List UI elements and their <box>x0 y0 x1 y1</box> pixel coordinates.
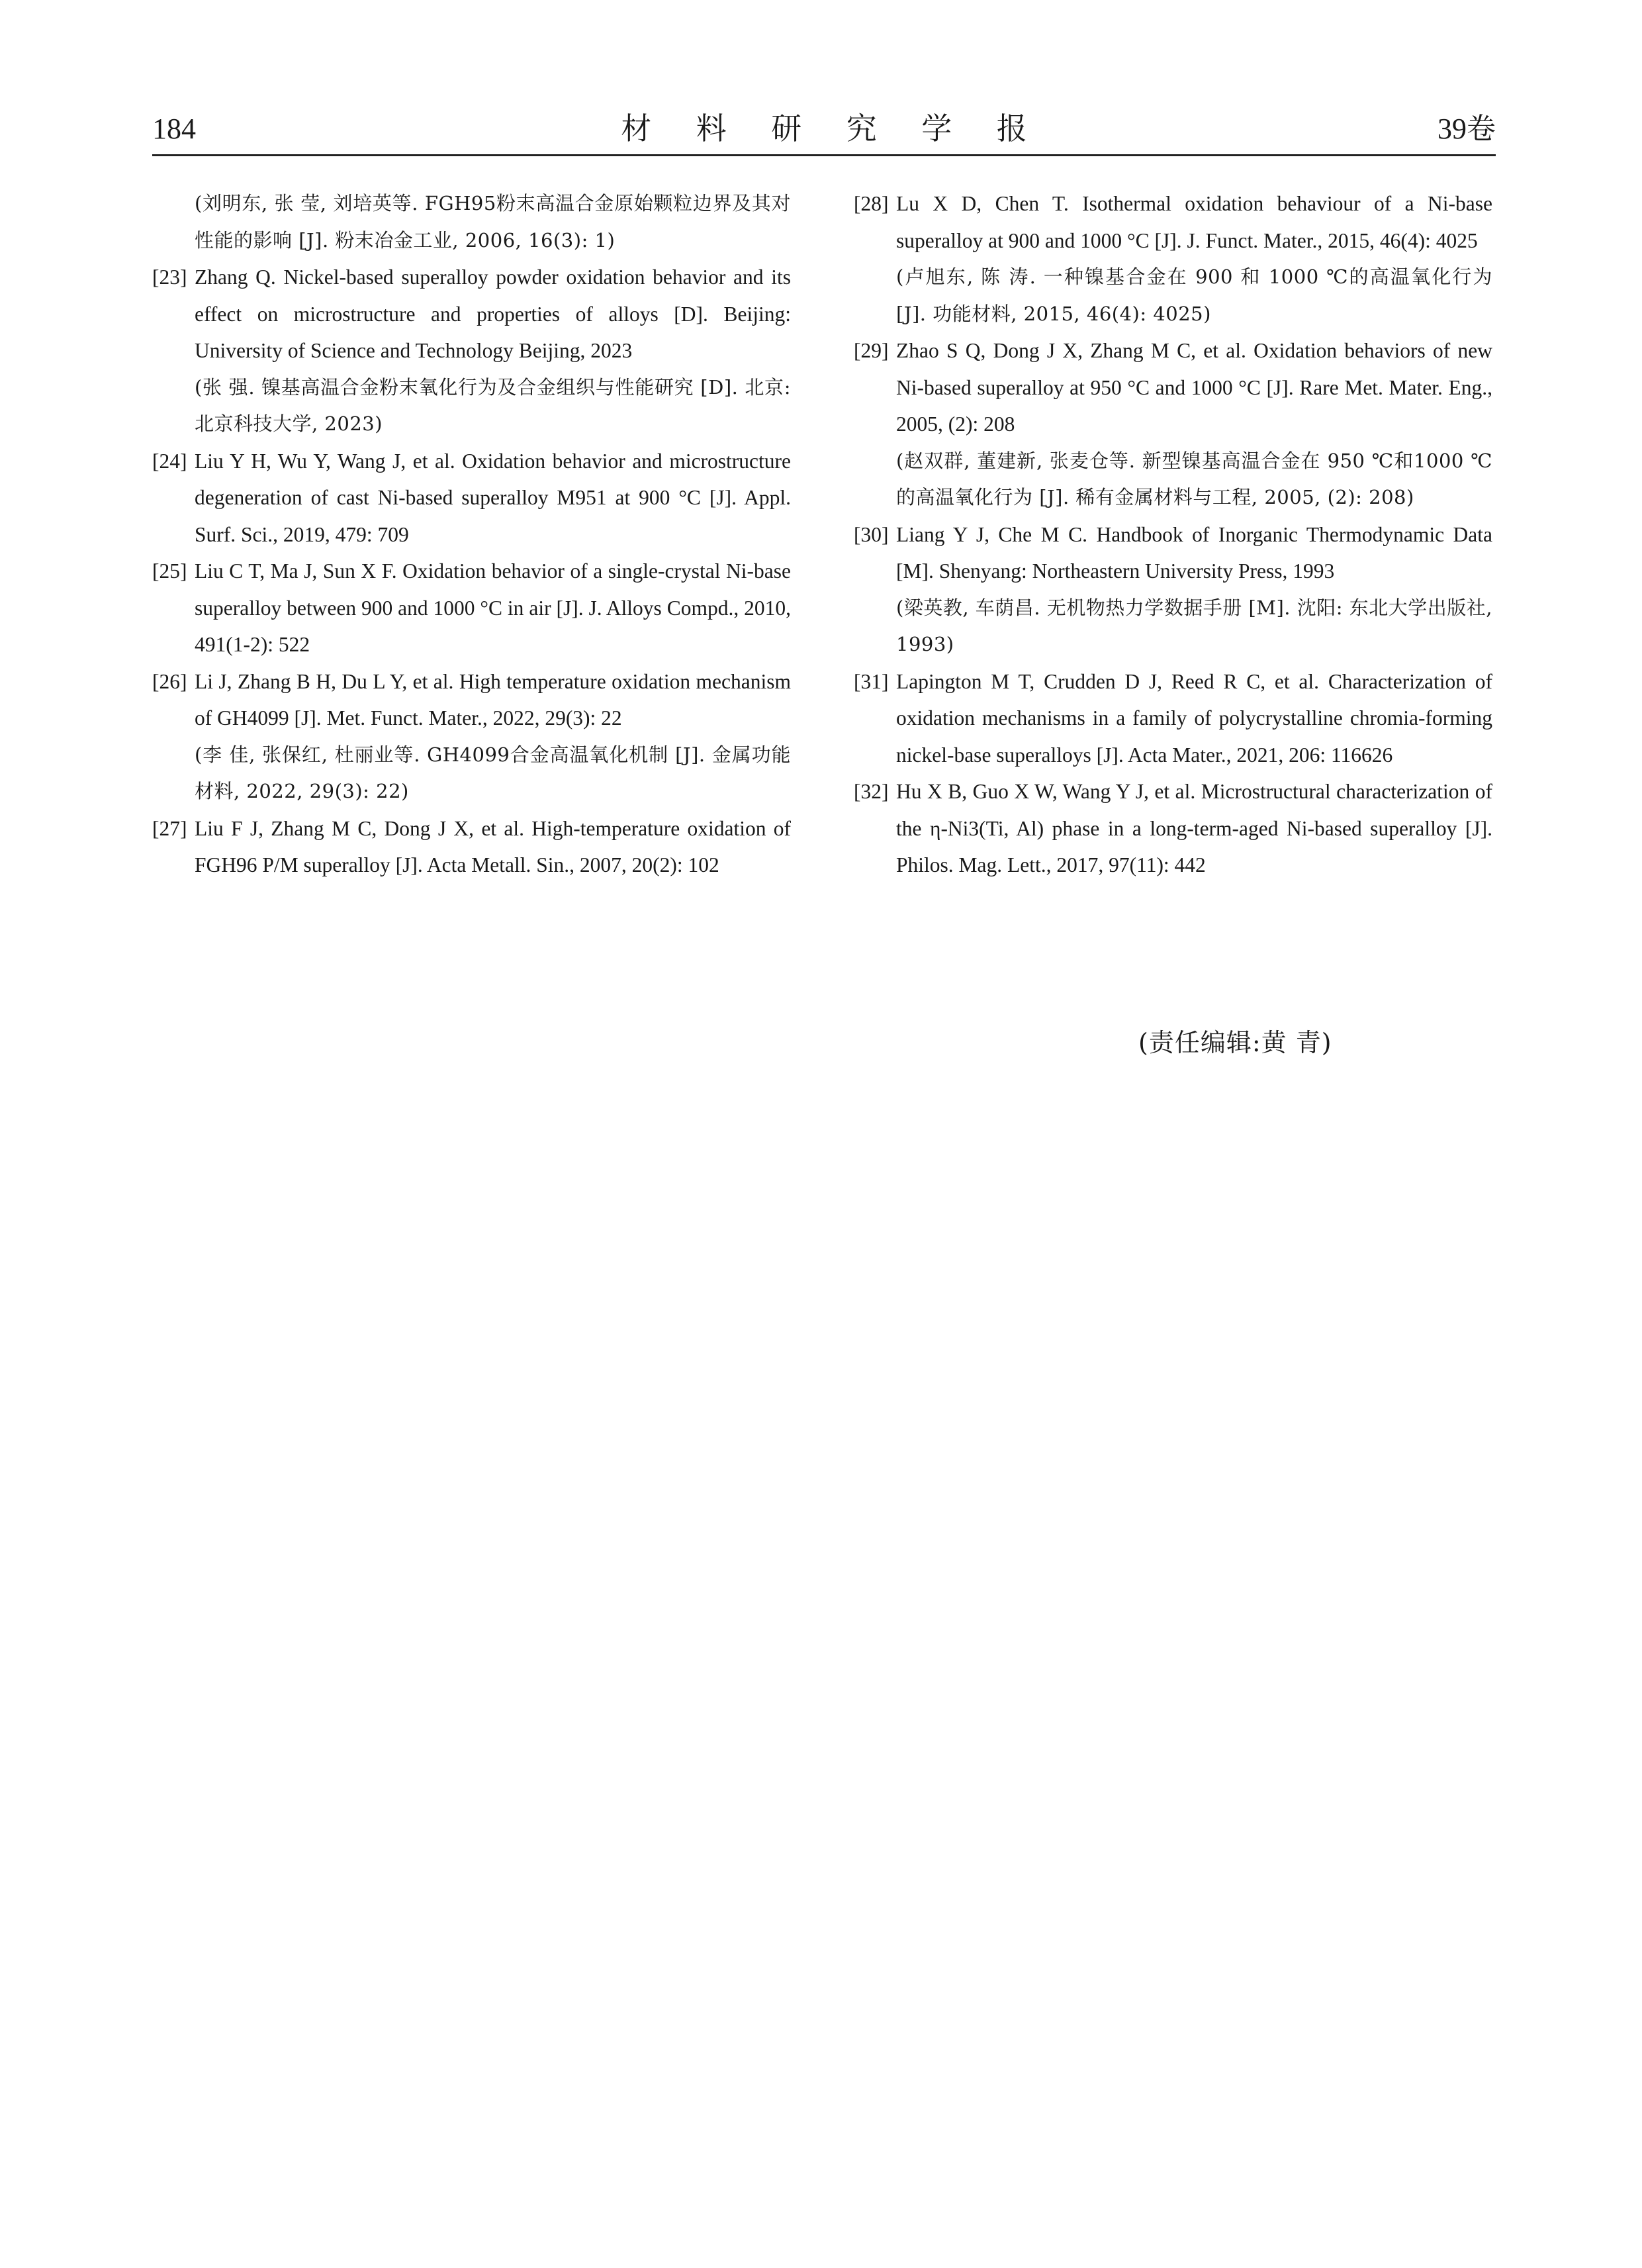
reference-number: [32] <box>854 780 889 803</box>
reference-number: [30] <box>854 522 889 546</box>
reference-30 <box>854 516 1492 663</box>
responsible-editor-note: (责任编辑:黄 青) <box>1138 1028 1332 1057</box>
reference-number: [28] <box>854 192 889 215</box>
reference-26 <box>152 663 791 810</box>
reference-24 <box>152 443 791 553</box>
running-header <box>152 109 1496 156</box>
reference-number: [31] <box>854 669 889 693</box>
reference-en-text: Lu X D, Chen T. Isothermal oxidation behaviour of a Ni-base superalloy at 900 and 1000 °C [J]. J. Funct. Mater., 2015, 46(4): 4025 <box>896 192 1492 252</box>
journal-title: 材 料 研 究 学 报 <box>621 112 1046 146</box>
reference-cn-text: (卢旭东, 陈 涛. 一种镍基合金在 900 和 1000 ℃的高温氧化行为 [J]. 功能材料, 2015, 46(4): 4025) <box>896 265 1492 325</box>
reference-25 <box>152 553 791 663</box>
reference-cn-text: (赵双群, 董建新, 张麦仓等. 新型镍基高温合金在 950 ℃和1000 ℃的高温氧化行为 [J]. 稀有金属材料与工程, 2005, (2): 208) <box>896 449 1492 508</box>
reference-en-text: Zhao S Q, Dong J X, Zhang M C, et al. Oxidation behaviors of new Ni-based superalloy at 950 °C and 1000 °C [J]. Rare Met. Mater. Eng., 2005, (2): 208 <box>896 339 1492 436</box>
reference-en-text: Hu X B, Guo X W, Wang Y J, et al. Microstructural characterization of the η-Ni3(Ti, Al) phase in a long-term-aged Ni-based superalloy [J]. Philos. Mag. Lett., 2017, 97(11): 442 <box>896 780 1492 876</box>
reference-en-text: Liang Y J, Che M C. Handbook of Inorganic Thermodynamic Data [M]. Shenyang: Northeastern University Press, 1993 <box>896 522 1492 583</box>
reference-number: [29] <box>854 339 889 362</box>
reference-cn-text: (刘明东, 张 莹, 刘培英等. FGH95粉末高温合金原始颗粒边界及其对性能的影响 [J]. 粉末冶金工业, 2006, 16(3): 1) <box>195 192 791 252</box>
reference-23 <box>152 259 791 443</box>
reference-en-text: Liu F J, Zhang M C, Dong J X, et al. High-temperature oxidation of FGH96 P/M superalloy [J]. Acta Metall. Sin., 2007, 20(2): 102 <box>195 816 791 876</box>
reference-number: [26] <box>152 669 187 693</box>
reference-en-text: Zhang Q. Nickel-based superalloy powder oxidation behavior and its effect on microstructure and properties of alloys [D]. Beijing: University of Science and Technology Beijing, 2023 <box>195 265 791 362</box>
references-right-column <box>854 185 1492 884</box>
reference-cn-text: (张 强. 镍基高温合金粉末氧化行为及合金组织与性能研究 [D]. 北京: 北京科技大学, 2023) <box>195 375 791 435</box>
reference-number: [23] <box>152 265 187 289</box>
reference-en-text: Liu C T, Ma J, Sun X F. Oxidation behavior of a single-crystal Ni-base superalloy between 900 and 1000 °C in air [J]. J. Alloys Compd., 2010, 491(1-2): 522 <box>195 559 791 656</box>
reference-29 <box>854 332 1492 516</box>
volume-label: 39卷 <box>1437 113 1496 145</box>
reference-27 <box>152 810 791 884</box>
page-number: 184 <box>152 113 196 145</box>
reference-cn-text: (李 佳, 张保红, 杜丽业等. GH4099合金高温氧化机制 [J]. 金属功能材料, 2022, 29(3): 22) <box>195 743 791 802</box>
reference-number: [24] <box>152 449 187 473</box>
reference-en-text: Li J, Zhang B H, Du L Y, et al. High temperature oxidation mechanism of GH4099 [J]. Met. Funct. Mater., 2022, 29(3): 22 <box>195 669 791 730</box>
reference-28 <box>854 185 1492 332</box>
reference-en-text: Liu Y H, Wu Y, Wang J, et al. Oxidation behavior and microstructure degeneration of cast Ni-based superalloy M951 at 900 °C [J]. Appl. Surf. Sci., 2019, 479: 709 <box>195 449 791 546</box>
references-left-column <box>152 185 791 884</box>
reference-continuation <box>152 185 791 259</box>
reference-en-text: Lapington M T, Crudden D J, Reed R C, et al. Characterization of oxidation mechanisms in a family of polycrystalline chromia-forming nickel-base superalloys [J]. Acta Mater., 2021, 206: 116626 <box>896 669 1492 767</box>
reference-32 <box>854 773 1492 884</box>
reference-number: [25] <box>152 559 187 583</box>
reference-number: [27] <box>152 816 187 840</box>
reference-31 <box>854 663 1492 774</box>
reference-cn-text: (梁英教, 车荫昌. 无机物热力学数据手册 [M]. 沈阳: 东北大学出版社, 1993) <box>896 596 1492 655</box>
